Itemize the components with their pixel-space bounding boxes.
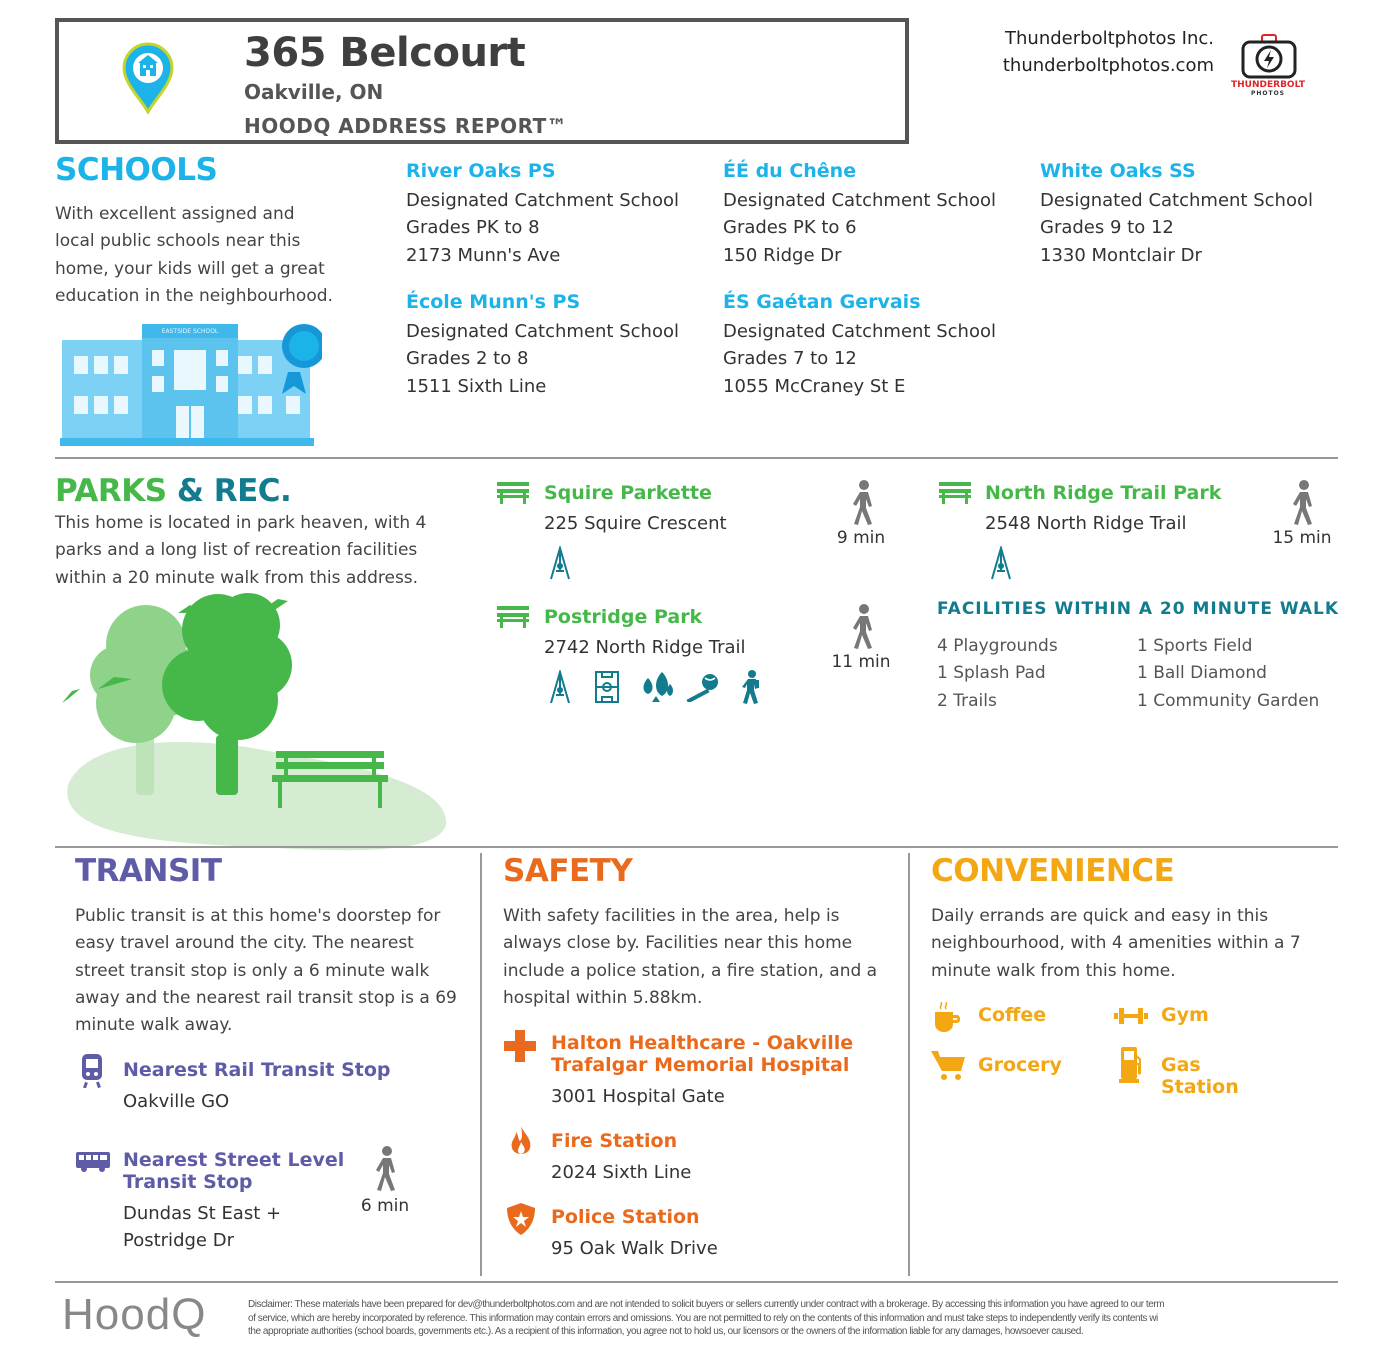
bus-icon xyxy=(76,1152,110,1172)
school-address: 2173 Munn's Ave xyxy=(406,244,561,266)
logo-wordmark: THUNDERBOLT xyxy=(1231,80,1305,90)
school-type: Designated Catchment School xyxy=(1040,190,1313,211)
trail-icon xyxy=(740,670,762,704)
school-name: École Munn's PS xyxy=(406,291,581,313)
rail-stop-name: Oakville GO xyxy=(123,1091,230,1112)
gas-pump-icon xyxy=(1119,1047,1143,1083)
school-address: 1055 McCraney St E xyxy=(723,375,906,397)
gas-station-label: Gas Station xyxy=(1161,1054,1239,1098)
school-item[interactable] xyxy=(1040,160,1313,269)
address-title: 365 Belcourt xyxy=(244,30,526,76)
police-station-title: Police Station xyxy=(551,1206,700,1228)
school-grades: Grades PK to 6 xyxy=(723,217,857,239)
facilities-list-right: 1 Sports Field 1 Ball Diamond 1 Community Garden xyxy=(1137,636,1320,711)
bench-icon xyxy=(939,482,971,504)
schools-description: With excellent assigned and local public schools near this home, your kids will get a great education in the neighbourhood. xyxy=(55,204,333,306)
brand-name: Thunderboltphotos Inc. xyxy=(1005,28,1214,49)
ball-diamond-icon xyxy=(686,672,722,702)
fire-station-address: 2024 Sixth Line xyxy=(551,1162,692,1183)
school-type: Designated Catchment School xyxy=(723,321,996,342)
walk-time: 11 min xyxy=(831,652,891,672)
hospital-title: Halton Healthcare - Oakville Trafalgar Memorial Hospital xyxy=(551,1032,854,1076)
school-grades: Grades 2 to 8 xyxy=(406,348,529,370)
walking-person-icon xyxy=(371,1146,401,1192)
school-grades: Grades 9 to 12 xyxy=(1040,217,1174,239)
street-stop-title: Nearest Street Level Transit Stop xyxy=(123,1149,345,1193)
report-title: HOODQ ADDRESS REPORT™ xyxy=(244,114,568,138)
walk-time: 15 min xyxy=(1272,528,1332,548)
walking-person-icon xyxy=(848,604,878,650)
police-station-address: 95 Oak Walk Drive xyxy=(551,1238,718,1259)
walking-person-icon xyxy=(848,480,878,526)
school-address: 1511 Sixth Line xyxy=(406,375,547,397)
footer-divider xyxy=(55,1281,1338,1283)
walk-time: 6 min xyxy=(360,1196,410,1216)
park-address: 2742 North Ridge Trail xyxy=(544,637,746,658)
sports-field-icon xyxy=(594,670,620,704)
rail-stop-title: Nearest Rail Transit Stop xyxy=(123,1059,391,1081)
school-address: 150 Ridge Dr xyxy=(723,244,842,266)
hoodq-logo: HoodQ xyxy=(62,1290,207,1339)
coffee-cup-icon xyxy=(933,1002,961,1032)
brand-url[interactable]: thunderboltphotos.com xyxy=(1002,55,1214,76)
school-item[interactable] xyxy=(723,160,996,269)
safety-heading: SAFETY xyxy=(503,853,633,889)
parks-heading: PARKS & REC. xyxy=(55,473,292,509)
playground-icon xyxy=(547,670,573,704)
street-stop-name: Dundas St East + Postridge Dr xyxy=(123,1203,282,1252)
park-illustration xyxy=(58,585,450,853)
flame-icon xyxy=(510,1126,532,1158)
section-divider xyxy=(55,846,1338,848)
facilities-heading: FACILITIES WITHIN A 20 MINUTE WALK xyxy=(937,599,1340,619)
park-address: 225 Squire Crescent xyxy=(544,513,727,534)
shopping-cart-icon xyxy=(931,1051,965,1081)
park-name[interactable]: Postridge Park xyxy=(544,606,703,628)
schools-heading: SCHOOLS xyxy=(55,152,218,188)
school-type: Designated Catchment School xyxy=(406,321,679,342)
fire-station-title: Fire Station xyxy=(551,1130,678,1152)
coffee-label: Coffee xyxy=(978,1004,1047,1026)
park-name[interactable]: Squire Parkette xyxy=(544,482,712,504)
school-grades: Grades PK to 8 xyxy=(406,217,540,239)
school-item[interactable] xyxy=(406,291,679,400)
transit-description: Public transit is at this home's doorstep for easy travel around the city. The nearest street transit stop is only a 6 minute walk away and the nearest rail transit stop is a 69 minute walk away. xyxy=(75,906,457,1036)
school-sign: EASTSIDE SCHOOL xyxy=(161,328,219,335)
address-city: Oakville, ON xyxy=(244,80,384,104)
column-divider xyxy=(908,853,910,1276)
gym-label: Gym xyxy=(1161,1004,1209,1026)
logo-subtext: PHOTOS xyxy=(1250,90,1286,97)
facilities-list-left: 4 Playgrounds 1 Splash Pad 2 Trails xyxy=(937,636,1058,711)
safety-description: With safety facilities in the area, help is always close by. Facilities near this home include a police station, a fire station, and a hospital within 5.88km. xyxy=(503,906,878,1008)
school-type: Designated Catchment School xyxy=(723,190,996,211)
school-name: River Oaks PS xyxy=(406,160,556,182)
playground-icon xyxy=(547,546,573,580)
dumbbell-icon xyxy=(1114,1006,1148,1026)
walking-person-icon xyxy=(1288,480,1318,526)
police-shield-icon xyxy=(507,1203,535,1235)
school-item[interactable] xyxy=(723,291,996,400)
parks-description: This home is located in park heaven, with 4 parks and a long list of recreation facilities within a 20 minute walk from this address. xyxy=(55,513,427,588)
school-type: Designated Catchment School xyxy=(406,190,679,211)
playground-icon xyxy=(988,546,1014,580)
splash-pad-icon xyxy=(640,670,674,702)
school-name: ÉÉ du Chêne xyxy=(723,160,857,182)
column-divider xyxy=(480,853,482,1276)
bench-icon xyxy=(497,606,529,628)
convenience-description: Daily errands are quick and easy in this neighbourhood, with 4 amenities within a 7 minute walk from this home. xyxy=(931,906,1301,981)
train-icon xyxy=(80,1054,104,1088)
bench-icon xyxy=(497,482,529,504)
camera-logo-icon xyxy=(1240,34,1298,80)
school-name: ÉS Gaétan Gervais xyxy=(723,291,921,313)
home-location-pin-icon xyxy=(122,42,174,114)
walk-time: 9 min xyxy=(836,528,886,548)
park-name[interactable]: North Ridge Trail Park xyxy=(985,482,1222,504)
school-grades: Grades 7 to 12 xyxy=(723,348,857,370)
park-address: 2548 North Ridge Trail xyxy=(985,513,1187,534)
section-divider xyxy=(55,457,1338,459)
disclaimer: Disclaimer: These materials have been prepared for dev@thunderboltphotos.com and are not intended to solicit buyers or sellers currently under contract with a brokerage. By accessing this information you have agreed to our term of service, which are hereby incorporated by reference. This information may contain errors and omissions. You are not permitted to rely on the contents of this information and must take steps to independently verify its contents wi the appropriate authorities (school boards, governments etc.). As a recipient of this information, you agree not to hold us, our licensors or the owners of the information liable for any damages, howsoever caused. xyxy=(248,1299,1165,1337)
school-address: 1330 Montclair Dr xyxy=(1040,244,1202,266)
hospital-address: 3001 Hospital Gate xyxy=(551,1086,725,1107)
hospital-cross-icon xyxy=(504,1030,536,1062)
grocery-label: Grocery xyxy=(978,1054,1062,1076)
school-item[interactable] xyxy=(406,160,679,269)
school-name: White Oaks SS xyxy=(1040,160,1196,182)
transit-heading: TRANSIT xyxy=(75,853,222,889)
convenience-heading: CONVENIENCE xyxy=(931,853,1175,889)
